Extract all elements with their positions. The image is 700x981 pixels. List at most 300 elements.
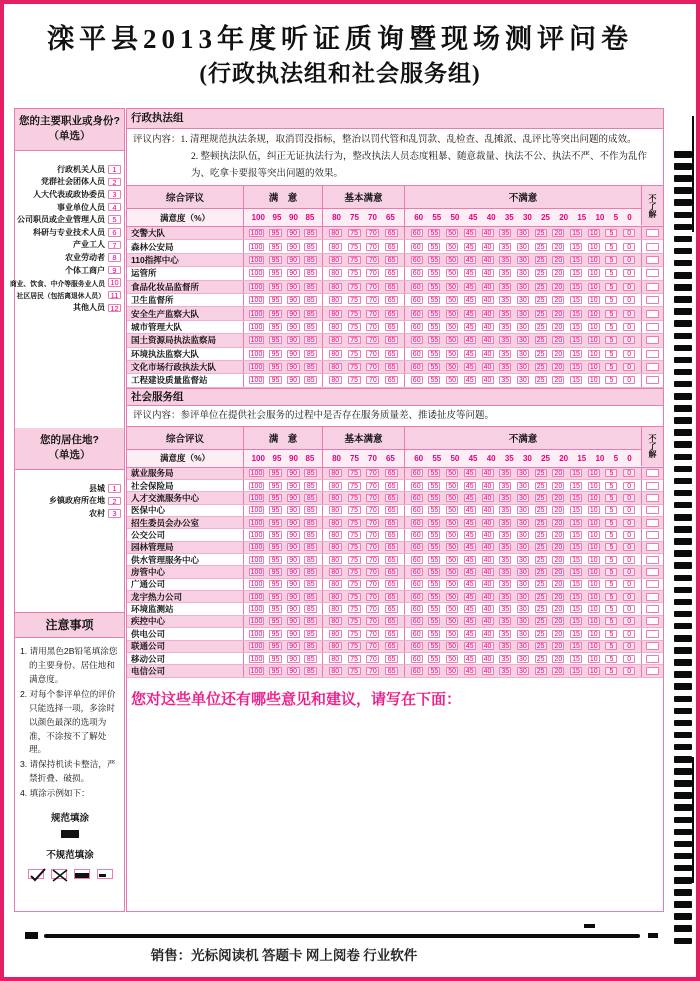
unsatisfied-bubble[interactable]: 50 [446,655,458,663]
satisfied-bubble[interactable]: 95 [269,494,282,502]
unsatisfied-bubble[interactable]: 25 [535,323,547,331]
unknown-bubble[interactable] [646,363,659,371]
unsatisfied-bubble[interactable]: 35 [499,506,511,514]
unsatisfied-bubble[interactable]: 35 [499,580,511,588]
unsatisfied-bubble[interactable]: 30 [517,556,529,564]
basic-bubble[interactable]: 80 [329,494,342,502]
basic-bubble[interactable]: 75 [348,469,361,477]
unsatisfied-bubble[interactable]: 15 [570,243,582,251]
unsatisfied-bubble[interactable]: 55 [428,630,440,638]
basic-bubble[interactable]: 70 [366,519,379,527]
basic-bubble[interactable]: 75 [348,655,361,663]
unsatisfied-bubble[interactable]: 0 [623,363,635,371]
unsatisfied-bubble[interactable]: 10 [588,482,600,490]
unsatisfied-bubble[interactable]: 15 [570,323,582,331]
unsatisfied-bubble[interactable]: 10 [588,642,600,650]
unsatisfied-bubble[interactable]: 50 [446,506,458,514]
basic-bubble[interactable]: 65 [385,667,398,675]
unsatisfied-bubble[interactable]: 0 [623,519,635,527]
unsatisfied-bubble[interactable]: 20 [552,323,564,331]
unknown-bubble[interactable] [646,323,659,331]
unsatisfied-bubble[interactable]: 50 [446,605,458,613]
unsatisfied-bubble[interactable]: 30 [517,506,529,514]
basic-bubble[interactable]: 75 [348,531,361,539]
unsatisfied-bubble[interactable]: 20 [552,630,564,638]
unsatisfied-bubble[interactable]: 40 [482,506,494,514]
unsatisfied-bubble[interactable]: 60 [411,506,423,514]
satisfied-bubble[interactable]: 100 [250,495,263,503]
unsatisfied-bubble[interactable]: 10 [588,531,600,539]
unknown-bubble[interactable] [646,482,659,490]
unsatisfied-bubble[interactable]: 35 [499,482,511,490]
unsatisfied-bubble[interactable]: 45 [464,363,476,371]
basic-bubble[interactable]: 75 [348,376,361,384]
basic-bubble[interactable]: 75 [348,269,361,277]
unsatisfied-bubble[interactable]: 0 [623,617,635,625]
unsatisfied-bubble[interactable]: 30 [517,543,529,551]
satisfied-bubble[interactable]: 90 [287,376,300,384]
unsatisfied-bubble[interactable]: 10 [588,229,600,237]
satisfied-bubble[interactable]: 100 [250,283,263,291]
unsatisfied-bubble[interactable]: 50 [446,256,458,264]
unsatisfied-bubble[interactable]: 20 [552,593,564,601]
basic-bubble[interactable]: 80 [329,363,342,371]
unknown-bubble[interactable] [646,376,659,384]
satisfied-bubble[interactable]: 85 [304,310,317,318]
unsatisfied-bubble[interactable]: 55 [428,243,440,251]
basic-bubble[interactable]: 75 [348,350,361,358]
unsatisfied-bubble[interactable]: 30 [517,310,529,318]
unsatisfied-bubble[interactable]: 0 [623,323,635,331]
satisfied-bubble[interactable]: 85 [304,543,317,551]
basic-bubble[interactable]: 80 [329,323,342,331]
unknown-bubble[interactable] [646,556,659,564]
satisfied-bubble[interactable]: 100 [250,643,263,651]
unsatisfied-bubble[interactable]: 50 [446,667,458,675]
unknown-bubble[interactable] [646,655,659,663]
unsatisfied-bubble[interactable]: 30 [517,605,529,613]
unsatisfied-bubble[interactable]: 20 [552,568,564,576]
basic-bubble[interactable]: 80 [329,256,342,264]
unsatisfied-bubble[interactable]: 15 [570,642,582,650]
basic-bubble[interactable]: 70 [366,469,379,477]
unsatisfied-bubble[interactable]: 25 [535,580,547,588]
unsatisfied-bubble[interactable]: 5 [605,469,617,477]
unsatisfied-bubble[interactable]: 50 [446,296,458,304]
unsatisfied-bubble[interactable]: 60 [411,350,423,358]
unsatisfied-bubble[interactable]: 30 [517,336,529,344]
unsatisfied-bubble[interactable]: 15 [570,350,582,358]
unsatisfied-bubble[interactable]: 60 [411,296,423,304]
unknown-bubble[interactable] [646,519,659,527]
unsatisfied-bubble[interactable]: 40 [482,336,494,344]
unsatisfied-bubble[interactable]: 60 [411,256,423,264]
unknown-bubble[interactable] [646,283,659,291]
unsatisfied-bubble[interactable]: 35 [499,543,511,551]
satisfied-bubble[interactable]: 90 [287,283,300,291]
unsatisfied-bubble[interactable]: 5 [605,494,617,502]
unsatisfied-bubble[interactable]: 50 [446,617,458,625]
basic-bubble[interactable]: 75 [348,630,361,638]
unsatisfied-bubble[interactable]: 60 [411,283,423,291]
basic-bubble[interactable]: 65 [385,630,398,638]
satisfied-bubble[interactable]: 100 [250,606,263,614]
unsatisfied-bubble[interactable]: 25 [535,494,547,502]
satisfied-bubble[interactable]: 90 [287,605,300,613]
unsatisfied-bubble[interactable]: 50 [446,568,458,576]
residence-option-bubble[interactable]: 2 [108,497,121,506]
basic-bubble[interactable]: 75 [348,296,361,304]
unsatisfied-bubble[interactable]: 40 [482,543,494,551]
unsatisfied-bubble[interactable]: 35 [499,593,511,601]
unsatisfied-bubble[interactable]: 10 [588,323,600,331]
unsatisfied-bubble[interactable]: 40 [482,323,494,331]
unknown-bubble[interactable] [646,667,659,675]
unsatisfied-bubble[interactable]: 60 [411,469,423,477]
unknown-bubble[interactable] [646,269,659,277]
unsatisfied-bubble[interactable]: 10 [588,568,600,576]
satisfied-bubble[interactable]: 85 [304,482,317,490]
unsatisfied-bubble[interactable]: 0 [623,667,635,675]
unsatisfied-bubble[interactable]: 5 [605,229,617,237]
basic-bubble[interactable]: 70 [366,605,379,613]
unsatisfied-bubble[interactable]: 0 [623,469,635,477]
satisfied-bubble[interactable]: 100 [250,230,263,238]
unsatisfied-bubble[interactable]: 30 [517,469,529,477]
satisfied-bubble[interactable]: 90 [287,556,300,564]
unsatisfied-bubble[interactable]: 5 [605,556,617,564]
satisfied-bubble[interactable]: 85 [304,323,317,331]
unsatisfied-bubble[interactable]: 30 [517,229,529,237]
basic-bubble[interactable]: 70 [366,363,379,371]
satisfied-bubble[interactable]: 85 [304,376,317,384]
unsatisfied-bubble[interactable]: 0 [623,494,635,502]
unsatisfied-bubble[interactable]: 10 [588,605,600,613]
unsatisfied-bubble[interactable]: 20 [552,519,564,527]
unsatisfied-bubble[interactable]: 55 [428,543,440,551]
basic-bubble[interactable]: 75 [348,256,361,264]
satisfied-bubble[interactable]: 85 [304,568,317,576]
unsatisfied-bubble[interactable]: 30 [517,256,529,264]
satisfied-bubble[interactable]: 85 [304,469,317,477]
basic-bubble[interactable]: 80 [329,568,342,576]
unsatisfied-bubble[interactable]: 40 [482,256,494,264]
unknown-bubble[interactable] [646,243,659,251]
satisfied-bubble[interactable]: 90 [287,519,300,527]
unsatisfied-bubble[interactable]: 15 [570,531,582,539]
unsatisfied-bubble[interactable]: 5 [605,617,617,625]
unsatisfied-bubble[interactable]: 40 [482,568,494,576]
basic-bubble[interactable]: 70 [366,256,379,264]
unsatisfied-bubble[interactable]: 0 [623,283,635,291]
unsatisfied-bubble[interactable]: 20 [552,269,564,277]
satisfied-bubble[interactable]: 95 [269,376,282,384]
unsatisfied-bubble[interactable]: 45 [464,543,476,551]
basic-bubble[interactable]: 70 [366,667,379,675]
satisfied-bubble[interactable]: 85 [304,580,317,588]
satisfied-bubble[interactable]: 90 [287,506,300,514]
unsatisfied-bubble[interactable]: 10 [588,469,600,477]
unsatisfied-bubble[interactable]: 20 [552,667,564,675]
satisfied-bubble[interactable]: 95 [269,256,282,264]
unsatisfied-bubble[interactable]: 15 [570,482,582,490]
unsatisfied-bubble[interactable]: 40 [482,630,494,638]
unsatisfied-bubble[interactable]: 35 [499,376,511,384]
unsatisfied-bubble[interactable]: 20 [552,310,564,318]
unsatisfied-bubble[interactable]: 50 [446,310,458,318]
unsatisfied-bubble[interactable]: 10 [588,363,600,371]
occupation-option-bubble[interactable]: 11 [108,291,121,300]
unsatisfied-bubble[interactable]: 40 [482,593,494,601]
satisfied-bubble[interactable]: 95 [269,336,282,344]
unsatisfied-bubble[interactable]: 55 [428,269,440,277]
unsatisfied-bubble[interactable]: 30 [517,323,529,331]
basic-bubble[interactable]: 70 [366,350,379,358]
basic-bubble[interactable]: 80 [329,310,342,318]
basic-bubble[interactable]: 65 [385,494,398,502]
unsatisfied-bubble[interactable]: 35 [499,283,511,291]
unsatisfied-bubble[interactable]: 5 [605,605,617,613]
unsatisfied-bubble[interactable]: 15 [570,617,582,625]
basic-bubble[interactable]: 65 [385,336,398,344]
unsatisfied-bubble[interactable]: 50 [446,630,458,638]
unsatisfied-bubble[interactable]: 55 [428,556,440,564]
unknown-bubble[interactable] [646,568,659,576]
basic-bubble[interactable]: 75 [348,605,361,613]
unsatisfied-bubble[interactable]: 25 [535,243,547,251]
occupation-option-bubble[interactable]: 2 [108,178,121,187]
unsatisfied-bubble[interactable]: 25 [535,310,547,318]
basic-bubble[interactable]: 80 [329,580,342,588]
satisfied-bubble[interactable]: 85 [304,296,317,304]
unsatisfied-bubble[interactable]: 30 [517,494,529,502]
satisfied-bubble[interactable]: 85 [304,506,317,514]
unsatisfied-bubble[interactable]: 45 [464,556,476,564]
unsatisfied-bubble[interactable]: 45 [464,296,476,304]
residence-option-bubble[interactable]: 3 [108,509,121,518]
satisfied-bubble[interactable]: 85 [304,519,317,527]
basic-bubble[interactable]: 80 [329,269,342,277]
unsatisfied-bubble[interactable]: 20 [552,494,564,502]
unsatisfied-bubble[interactable]: 30 [517,655,529,663]
unsatisfied-bubble[interactable]: 40 [482,531,494,539]
unsatisfied-bubble[interactable]: 60 [411,580,423,588]
unsatisfied-bubble[interactable]: 60 [411,323,423,331]
unsatisfied-bubble[interactable]: 5 [605,283,617,291]
satisfied-bubble[interactable]: 90 [287,229,300,237]
unsatisfied-bubble[interactable]: 25 [535,667,547,675]
satisfied-bubble[interactable]: 90 [287,243,300,251]
unknown-bubble[interactable] [646,469,659,477]
unsatisfied-bubble[interactable]: 0 [623,642,635,650]
unsatisfied-bubble[interactable]: 25 [535,350,547,358]
satisfied-bubble[interactable]: 85 [304,283,317,291]
satisfied-bubble[interactable]: 95 [269,469,282,477]
unsatisfied-bubble[interactable]: 5 [605,531,617,539]
unsatisfied-bubble[interactable]: 40 [482,269,494,277]
unsatisfied-bubble[interactable]: 45 [464,269,476,277]
unsatisfied-bubble[interactable]: 0 [623,543,635,551]
unknown-bubble[interactable] [646,229,659,237]
unsatisfied-bubble[interactable]: 5 [605,655,617,663]
unsatisfied-bubble[interactable]: 50 [446,269,458,277]
satisfied-bubble[interactable]: 90 [287,667,300,675]
basic-bubble[interactable]: 75 [348,336,361,344]
unsatisfied-bubble[interactable]: 0 [623,310,635,318]
unsatisfied-bubble[interactable]: 0 [623,269,635,277]
satisfied-bubble[interactable]: 85 [304,494,317,502]
unsatisfied-bubble[interactable]: 0 [623,568,635,576]
unsatisfied-bubble[interactable]: 55 [428,310,440,318]
basic-bubble[interactable]: 70 [366,655,379,663]
unsatisfied-bubble[interactable]: 55 [428,482,440,490]
unsatisfied-bubble[interactable]: 10 [588,283,600,291]
basic-bubble[interactable]: 70 [366,617,379,625]
satisfied-bubble[interactable]: 95 [269,283,282,291]
unsatisfied-bubble[interactable]: 60 [411,543,423,551]
unsatisfied-bubble[interactable]: 0 [623,482,635,490]
satisfied-bubble[interactable]: 90 [287,336,300,344]
unsatisfied-bubble[interactable]: 50 [446,323,458,331]
unsatisfied-bubble[interactable]: 10 [588,243,600,251]
basic-bubble[interactable]: 70 [366,506,379,514]
unsatisfied-bubble[interactable]: 45 [464,482,476,490]
basic-bubble[interactable]: 65 [385,296,398,304]
satisfied-bubble[interactable]: 90 [287,269,300,277]
unsatisfied-bubble[interactable]: 5 [605,350,617,358]
unsatisfied-bubble[interactable]: 10 [588,543,600,551]
unsatisfied-bubble[interactable]: 40 [482,376,494,384]
unsatisfied-bubble[interactable]: 0 [623,376,635,384]
basic-bubble[interactable]: 65 [385,243,398,251]
unsatisfied-bubble[interactable]: 5 [605,667,617,675]
unsatisfied-bubble[interactable]: 35 [499,229,511,237]
unsatisfied-bubble[interactable]: 15 [570,310,582,318]
unsatisfied-bubble[interactable]: 10 [588,556,600,564]
unsatisfied-bubble[interactable]: 50 [446,350,458,358]
unsatisfied-bubble[interactable]: 60 [411,605,423,613]
basic-bubble[interactable]: 80 [329,482,342,490]
unsatisfied-bubble[interactable]: 50 [446,363,458,371]
unsatisfied-bubble[interactable]: 60 [411,617,423,625]
unsatisfied-bubble[interactable]: 25 [535,283,547,291]
unsatisfied-bubble[interactable]: 0 [623,256,635,264]
residence-option-bubble[interactable]: 1 [108,484,121,493]
basic-bubble[interactable]: 70 [366,310,379,318]
unsatisfied-bubble[interactable]: 40 [482,642,494,650]
unsatisfied-bubble[interactable]: 20 [552,506,564,514]
basic-bubble[interactable]: 80 [329,336,342,344]
basic-bubble[interactable]: 65 [385,376,398,384]
satisfied-bubble[interactable]: 100 [250,377,263,385]
basic-bubble[interactable]: 65 [385,229,398,237]
satisfied-bubble[interactable]: 95 [269,556,282,564]
unsatisfied-bubble[interactable]: 60 [411,243,423,251]
unsatisfied-bubble[interactable]: 5 [605,256,617,264]
satisfied-bubble[interactable]: 85 [304,605,317,613]
satisfied-bubble[interactable]: 95 [269,229,282,237]
satisfied-bubble[interactable]: 90 [287,655,300,663]
satisfied-bubble[interactable]: 90 [287,469,300,477]
satisfied-bubble[interactable]: 85 [304,269,317,277]
satisfied-bubble[interactable]: 90 [287,630,300,638]
basic-bubble[interactable]: 70 [366,482,379,490]
unsatisfied-bubble[interactable]: 30 [517,642,529,650]
basic-bubble[interactable]: 65 [385,310,398,318]
unsatisfied-bubble[interactable]: 15 [570,630,582,638]
unsatisfied-bubble[interactable]: 30 [517,617,529,625]
satisfied-bubble[interactable]: 85 [304,336,317,344]
basic-bubble[interactable]: 75 [348,310,361,318]
unsatisfied-bubble[interactable]: 15 [570,269,582,277]
unsatisfied-bubble[interactable]: 40 [482,519,494,527]
unsatisfied-bubble[interactable]: 40 [482,655,494,663]
unsatisfied-bubble[interactable]: 35 [499,605,511,613]
unsatisfied-bubble[interactable]: 25 [535,531,547,539]
basic-bubble[interactable]: 70 [366,543,379,551]
unsatisfied-bubble[interactable]: 10 [588,667,600,675]
basic-bubble[interactable]: 65 [385,256,398,264]
unsatisfied-bubble[interactable]: 5 [605,593,617,601]
unsatisfied-bubble[interactable]: 55 [428,667,440,675]
basic-bubble[interactable]: 75 [348,482,361,490]
unsatisfied-bubble[interactable]: 10 [588,310,600,318]
basic-bubble[interactable]: 70 [366,593,379,601]
basic-bubble[interactable]: 65 [385,482,398,490]
unsatisfied-bubble[interactable]: 0 [623,580,635,588]
unsatisfied-bubble[interactable]: 5 [605,568,617,576]
basic-bubble[interactable]: 70 [366,283,379,291]
satisfied-bubble[interactable]: 100 [250,532,263,540]
basic-bubble[interactable]: 75 [348,580,361,588]
unsatisfied-bubble[interactable]: 55 [428,494,440,502]
unsatisfied-bubble[interactable]: 40 [482,617,494,625]
satisfied-bubble[interactable]: 100 [250,655,263,663]
basic-bubble[interactable]: 80 [329,543,342,551]
unsatisfied-bubble[interactable]: 0 [623,350,635,358]
basic-bubble[interactable]: 80 [329,617,342,625]
basic-bubble[interactable]: 80 [329,519,342,527]
satisfied-bubble[interactable]: 85 [304,593,317,601]
satisfied-bubble[interactable]: 95 [269,269,282,277]
basic-bubble[interactable]: 65 [385,617,398,625]
satisfied-bubble[interactable]: 95 [269,543,282,551]
unsatisfied-bubble[interactable]: 0 [623,506,635,514]
unsatisfied-bubble[interactable]: 15 [570,494,582,502]
unsatisfied-bubble[interactable]: 15 [570,655,582,663]
unsatisfied-bubble[interactable]: 45 [464,531,476,539]
satisfied-bubble[interactable]: 85 [304,363,317,371]
satisfied-bubble[interactable]: 85 [304,350,317,358]
unsatisfied-bubble[interactable]: 55 [428,580,440,588]
unsatisfied-bubble[interactable]: 25 [535,543,547,551]
unsatisfied-bubble[interactable]: 45 [464,310,476,318]
satisfied-bubble[interactable]: 95 [269,617,282,625]
unsatisfied-bubble[interactable]: 35 [499,667,511,675]
unsatisfied-bubble[interactable]: 50 [446,543,458,551]
unsatisfied-bubble[interactable]: 15 [570,556,582,564]
satisfied-bubble[interactable]: 100 [250,593,263,601]
satisfied-bubble[interactable]: 95 [269,243,282,251]
unsatisfied-bubble[interactable]: 25 [535,556,547,564]
unsatisfied-bubble[interactable]: 25 [535,269,547,277]
unsatisfied-bubble[interactable]: 35 [499,323,511,331]
basic-bubble[interactable]: 65 [385,350,398,358]
basic-bubble[interactable]: 70 [366,376,379,384]
occupation-option-bubble[interactable]: 8 [108,253,121,262]
unsatisfied-bubble[interactable]: 25 [535,469,547,477]
unsatisfied-bubble[interactable]: 55 [428,506,440,514]
